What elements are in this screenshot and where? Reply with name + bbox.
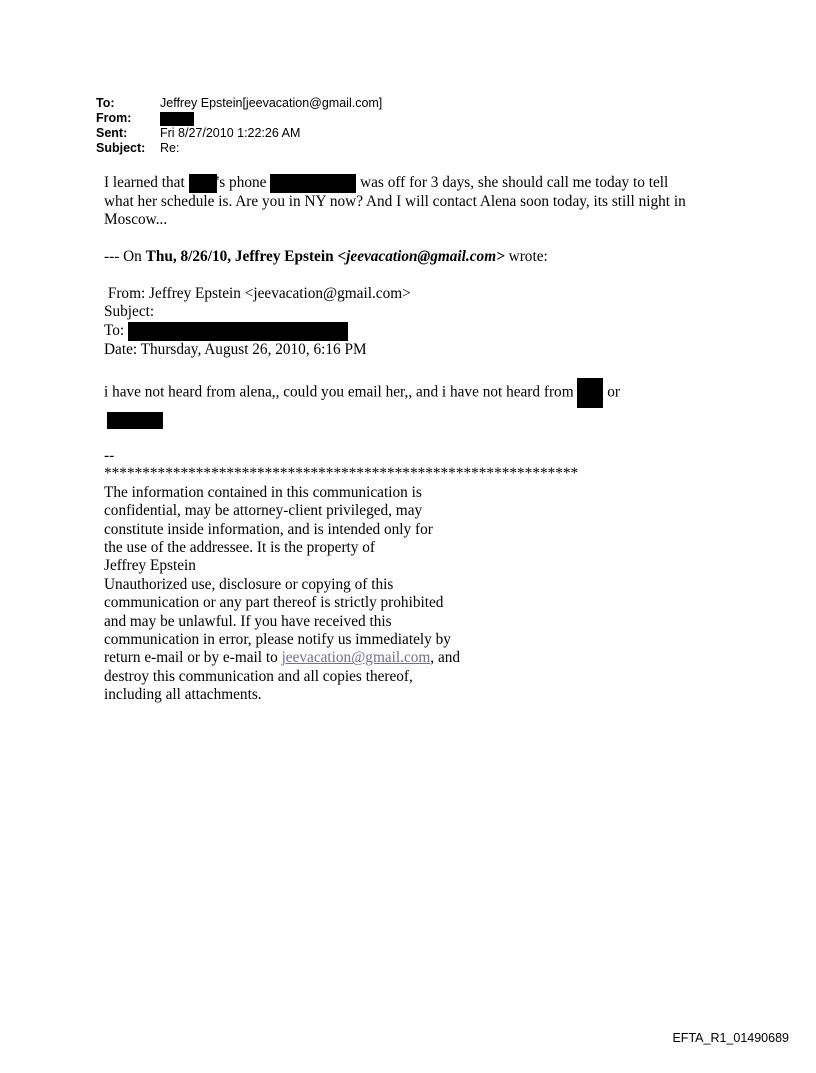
reply-text-4: what her schedule is. Are you in NY now? And I will contact Alena soon today, its still night in (104, 193, 686, 210)
reply-text-2: 's phone (216, 174, 271, 192)
to-value: Jeffrey Epstein[jeevacation@gmail.com] (160, 96, 383, 110)
disclaimer-line: and may be unlawful. If you have received this (104, 612, 392, 630)
disclaimer-line: The information contained in this communication is (104, 483, 422, 501)
email-link[interactable]: jeevacation@gmail.com (281, 649, 431, 667)
subject-label: Subject: (96, 141, 146, 155)
reply-text-3: was off for 3 days, she should call me today to tell (356, 174, 669, 192)
quoted-subject: Subject: (104, 303, 155, 321)
reply-text-5: Moscow... (104, 211, 168, 229)
disclaimer-line: constitute inside information, and is intended only for (104, 520, 433, 538)
sent-row (96, 126, 382, 141)
to-row (96, 96, 382, 111)
redaction-message-name (577, 378, 603, 408)
sent-label: Sent: (96, 126, 128, 140)
signature-dashes: -- (104, 447, 115, 464)
disclaimer-line: the use of the addressee. It is the property of (104, 539, 376, 557)
quoted-message-text-1: i have not heard from alena,, could you email her,, and i have not heard from (104, 383, 578, 401)
reply-text-1: I learned that (104, 174, 189, 192)
subject-value: Re: (160, 141, 180, 155)
quote-intro (104, 248, 744, 266)
quote-intro-prefix: --- On (104, 248, 146, 266)
disclaimer-line: communication or any part thereof is strictly prohibited (104, 594, 444, 612)
disclaimer-line: Jeffrey Epstein (104, 557, 196, 575)
from-row (96, 111, 382, 126)
redaction-quoted-to (128, 322, 348, 341)
signature-stars: ************************************************************** (104, 465, 579, 483)
quoted-to-label: To: (104, 321, 128, 339)
sent-value: Fri 8/27/2010 1:22:26 AM (160, 126, 301, 140)
disclaimer-line: return e-mail or by e-mail to (104, 649, 282, 667)
disclaimer-line: confidential, may be attorney-client privileged, may (104, 502, 423, 520)
redaction-phone (270, 174, 356, 193)
reply-paragraph (104, 174, 744, 230)
from-label: From: (96, 111, 132, 125)
to-label: To: (96, 96, 115, 110)
quoted-message-text-2: or (603, 383, 620, 401)
redaction-from (160, 112, 194, 126)
quote-intro-email: <jeevacation@gmail.com> (337, 248, 505, 266)
document-id: EFTA_R1_01490689 (672, 1031, 789, 1045)
email-header (96, 96, 382, 156)
disclaimer-line: communication in error, please notify us immediately by (104, 631, 451, 649)
quoted-message (104, 378, 744, 429)
subject-row (96, 141, 382, 156)
disclaimer-line: including all attachments. (104, 686, 262, 704)
email-body (104, 174, 744, 705)
disclaimer-line-end: , and (430, 649, 461, 667)
signature (104, 447, 744, 705)
quoted-date: Date: Thursday, August 26, 2010, 6:16 PM (104, 340, 367, 358)
quoted-header (104, 285, 744, 359)
quote-intro-date-sender: Thu, 8/26/10, Jeffrey Epstein (145, 248, 338, 266)
disclaimer-line: destroy this communication and all copies thereof, (104, 667, 413, 685)
redaction-message-line2 (107, 412, 163, 429)
disclaimer-line: Unauthorized use, disclosure or copying of this (104, 575, 394, 593)
quoted-from: From: Jeffrey Epstein <jeevacation@gmail.com> (104, 285, 411, 302)
quote-intro-suffix: wrote: (504, 248, 548, 266)
redaction-name (189, 174, 217, 193)
